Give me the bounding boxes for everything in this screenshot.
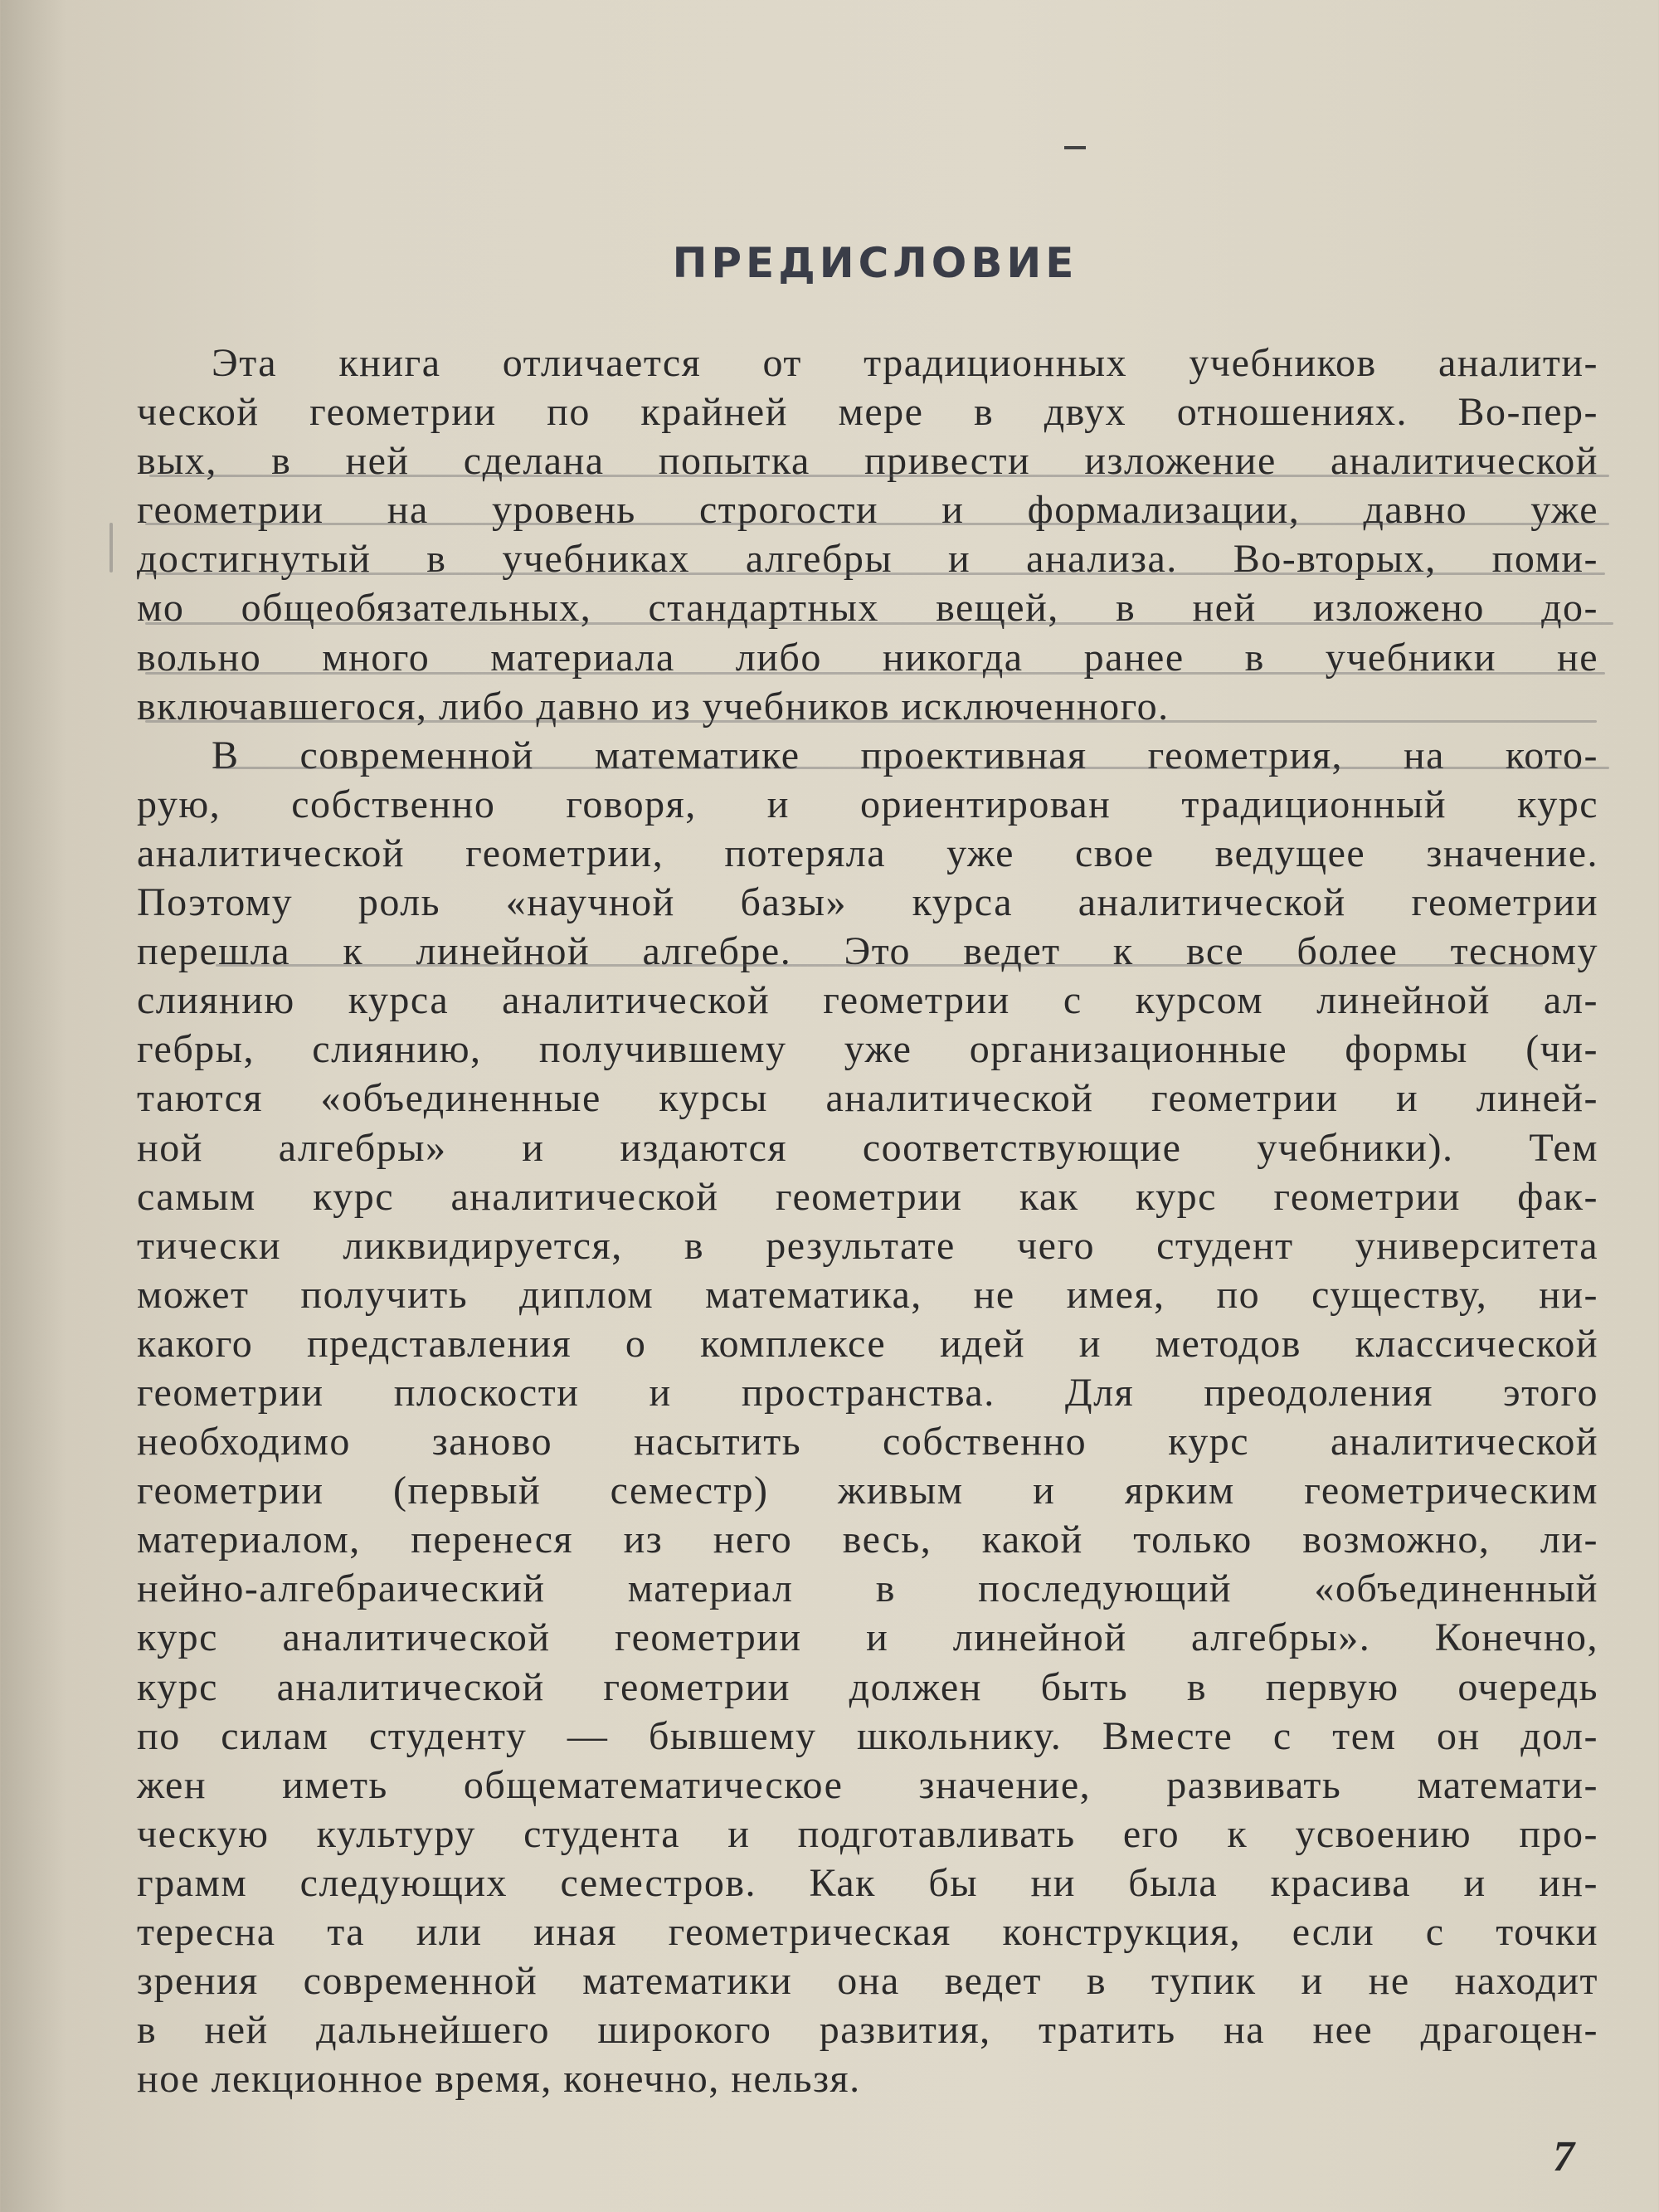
text-line: Эта книга отличается от традиционных учебников аналити- [212,341,1598,385]
pencil-underline [145,523,1609,525]
text-line: перешла к линейной алгебре. Это ведет к все более тесному [137,929,1598,974]
text-line: грамм следующих семестров. Как бы ни была красива и ин- [137,1860,1598,1905]
text-line: курс аналитической геометрии должен быть в первую очередь [137,1664,1598,1709]
text-line: тересна та или иная геометрическая конструкция, если с точки [137,1910,1598,1954]
pencil-underline [145,720,1597,723]
pencil-underline [145,672,1605,675]
pencil-underline [216,767,1609,769]
page-number: 7 [1553,2133,1574,2180]
text-line: материалом, перенеся из него весь, какой только возможно, ли- [137,1518,1598,1562]
text-line: ное лекционное время, конечно, нельзя. [137,2057,861,2102]
text-line: ческую культуру студента и подготавливать его к усвоению про- [137,1811,1598,1856]
text-line: достигнутый в учебниках алгебры и анализа. Во-вторых, поми- [137,537,1598,582]
text-line: аналитической геометрии, потеряла уже свое ведущее значение. [137,831,1598,875]
text-line: геометрии плоскости и пространства. Для преодоления этого [137,1370,1598,1415]
pencil-margin-mark [109,523,113,572]
text-line: жен иметь общематематическое значение, развивать математи- [137,1762,1598,1807]
text-line: ческой геометрии по крайней мере в двух отношениях. Во-пер- [137,390,1598,435]
pencil-underline [149,475,1609,477]
text-line: ной алгебры» и издаются соответствующие учебники). Тем [137,1125,1598,1170]
text-line: слиянию курса аналитической геометрии с курсом линейной ал- [137,978,1598,1023]
text-line: курс аналитической геометрии и линейной алгебры». Конечно, [137,1615,1598,1660]
text-line: геометрии на уровень строгости и формализации, давно уже [137,488,1598,533]
text-line: по силам студенту — бывшему школьнику. Вместе с тем он дол- [137,1713,1598,1758]
pencil-underline [145,572,1605,575]
text-line: нейно-алгебраический материал в последующий «объединенный [137,1566,1598,1611]
text-line: может получить диплом математика, не имея, по существу, ни- [137,1272,1598,1317]
text-line: тически ликвидируется, в результате чего студент университета [137,1223,1598,1268]
pencil-underline [216,964,1543,967]
text-line: включавшегося, либо давно из учебников исключенного. [137,684,1170,728]
text-line: рую, собственно говоря, и ориентирован традиционный курс [137,782,1598,826]
text-line: таются «объединенные курсы аналитической геометрии и линей- [137,1076,1598,1121]
text-line: Поэтому роль «научной базы» курса аналитической геометрии [137,880,1598,925]
text-line: какого представления о комплексе идей и методов классической [137,1321,1598,1366]
print-mark [1064,146,1086,149]
text-line: самым курс аналитической геометрии как курс геометрии фак- [137,1174,1598,1219]
text-line: зрения современной математики она ведет в тупик и не находит [137,1959,1598,2004]
text-line: в ней дальнейшего широкого развития, тратить на нее драгоцен- [137,2008,1598,2053]
page-title: ПРЕДИСЛОВИЕ [672,239,1078,287]
text-line: геометрии (первый семестр) живым и ярким геометрическим [137,1469,1598,1513]
text-line: В современной математике проективная геометрия, на кото- [212,733,1598,777]
text-line: вых, в ней сделана попытка привести изложение аналитической [137,439,1598,484]
text-line: мо общеобязательных, стандартных вещей, в ней изложено до- [137,586,1598,631]
text-line: гебры, слиянию, получившему уже организационные формы (чи- [137,1027,1598,1072]
pencil-underline [145,622,1613,625]
text-line: необходимо заново насытить собственно курс аналитической [137,1420,1598,1464]
text-line: вольно много материала либо никогда ранее в учебники не [137,635,1598,680]
body-text [137,339,1598,2103]
